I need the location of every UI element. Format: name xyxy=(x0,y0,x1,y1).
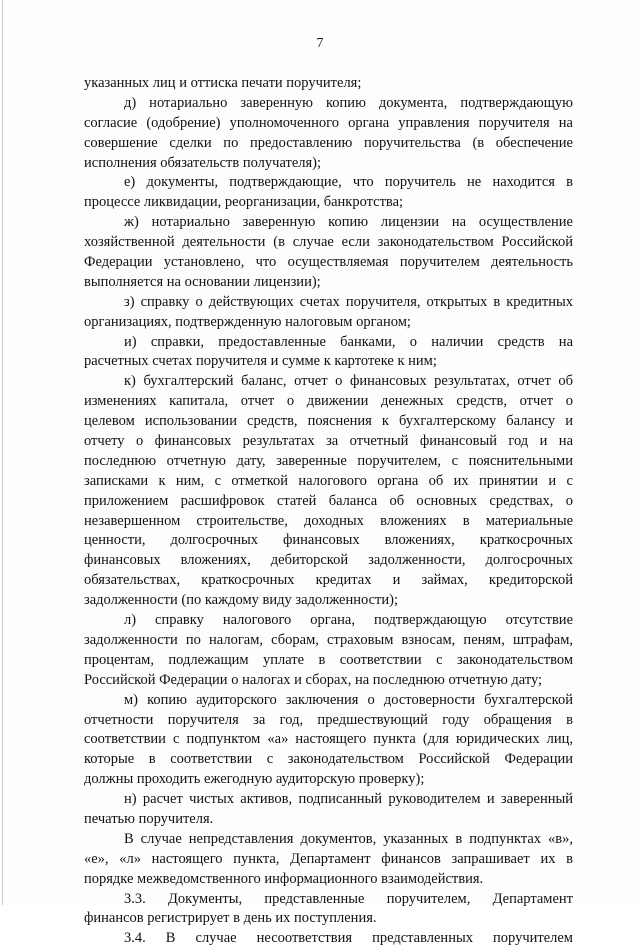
paragraph-p3-3 xyxy=(84,890,573,930)
text-line: приложением расшифровок статей баланса об основных средствах, о xyxy=(84,492,573,509)
text-line: д) нотариально заверенную копию документа, подтверждающую xyxy=(124,94,573,111)
text-line: организациях, подтвержденную налоговым органом; xyxy=(84,313,411,330)
text-line: и) справки, предоставленные банками, о наличии средств на xyxy=(124,333,573,350)
text-line: должны проходить ежегодную аудиторскую проверку); xyxy=(84,771,425,788)
paragraph-p3-4 xyxy=(84,929,573,949)
text-line: хозяйственной деятельности (в случае если законодательством Российской xyxy=(84,234,573,251)
text-line: целевом использовании средств, пояснения к бухгалтерскому балансу и xyxy=(84,413,573,430)
text-line: «е», «л» настоящего пункта, Департамент финансов запрашивает их в xyxy=(84,850,573,867)
scan-edge xyxy=(2,0,3,905)
text-line: задолженности (по каждому виду задолженности); xyxy=(84,592,399,609)
text-line: которые в соответствии с законодательством Российской Федерации xyxy=(84,751,573,768)
paragraph-l xyxy=(84,611,573,691)
text-line: В случае непредставления документов, указанных в подпунктах «в», xyxy=(124,830,573,847)
paragraph-cont xyxy=(84,74,573,94)
paragraph-m xyxy=(84,691,573,790)
text-line: печатью поручителя. xyxy=(84,810,214,827)
text-line: совершение сделки по предоставлению поручительства (в обеспечение xyxy=(84,134,573,151)
paragraph-zh xyxy=(84,213,573,293)
paragraph-e xyxy=(84,173,573,213)
text-line: незавершенном строительстве, доходных вложениях в материальные xyxy=(84,512,573,529)
paragraph-z xyxy=(84,293,573,333)
text-line: исполнения обязательств получателя); xyxy=(84,154,322,171)
text-line: финансовых вложениях, дебиторской задолженности, долгосрочных xyxy=(84,552,573,569)
text-line: согласие (одобрение) уполномоченного органа управления поручителя на xyxy=(84,114,573,131)
paragraph-i xyxy=(84,333,573,373)
text-line: з) справку о действующих счетах поручителя, открытых в кредитных xyxy=(124,293,573,310)
paragraph-n xyxy=(84,790,573,830)
paragraph-k xyxy=(84,372,573,611)
text-line: н) расчет чистых активов, подписанный руководителем и заверенный xyxy=(124,791,573,808)
text-line: обязательствах, краткосрочных кредитах и займах, кредиторской xyxy=(84,572,573,589)
text-line: выполняется на основании лицензии); xyxy=(84,273,321,290)
document-body xyxy=(84,74,573,949)
text-line: указанных лиц и оттиска печати поручителя; xyxy=(84,75,362,91)
text-line: к) бухгалтерский баланс, отчет о финансовых результатах, отчет об xyxy=(124,373,573,390)
text-line: финансов регистрирует в день их поступления. xyxy=(84,910,377,927)
text-line: последнюю отчетную дату, заверенные поручителем, с пояснительными xyxy=(84,452,573,469)
text-line: расчетных счетах поручителя и сумме к картотеке к ним; xyxy=(84,353,437,370)
paragraph-note xyxy=(84,830,573,890)
text-line: Российской Федерации о налогах и сборах, на последнюю отчетную дату; xyxy=(84,671,543,688)
text-line: м) копию аудиторского заключения о достоверности бухгалтерской xyxy=(124,691,573,708)
text-line: соответствии с подпунктом «а» настоящего пункта (для юридических лиц, xyxy=(84,731,573,748)
text-line: Федерации установлено, что осуществляемая поручителем деятельность xyxy=(84,254,573,271)
text-line: л) справку налогового органа, подтверждающую отсутствие xyxy=(124,612,573,629)
text-line: процессе ликвидации, реорганизации, банкротства; xyxy=(84,194,404,211)
page-number: 7 xyxy=(316,35,324,50)
text-line: ж) нотариально заверенную копию лицензии на осуществление xyxy=(124,214,573,231)
text-line: 3.3. Документы, представленные поручителем, Департамент xyxy=(124,890,573,907)
text-line: процентам, подлежащим уплате в соответствии с законодательством xyxy=(84,651,573,668)
text-line: изменениях капитала, отчет о движении денежных средств, отчет о xyxy=(84,393,573,410)
paragraph-d xyxy=(84,94,573,174)
text-line: задолженности по налогам, сборам, страховым взносам, пеням, штрафам, xyxy=(84,631,573,648)
text-line: ценности, долгосрочных финансовых вложениях, краткосрочных xyxy=(84,532,573,549)
text-line: отчетности поручителя за год, предшествующий году обращения в xyxy=(84,711,573,728)
text-line: е) документы, подтверждающие, что поручитель не находится в xyxy=(124,174,573,191)
text-line: порядке межведомственного информационного взаимодействия. xyxy=(84,870,484,887)
text-line: записками к ним, с отметкой налогового органа об их принятии и с xyxy=(84,472,573,489)
text-line: отчету о финансовых результатах за отчетный финансовый год и на xyxy=(84,433,573,450)
text-line: 3.4. В случае несоответствия представленных поручителем xyxy=(124,930,573,947)
